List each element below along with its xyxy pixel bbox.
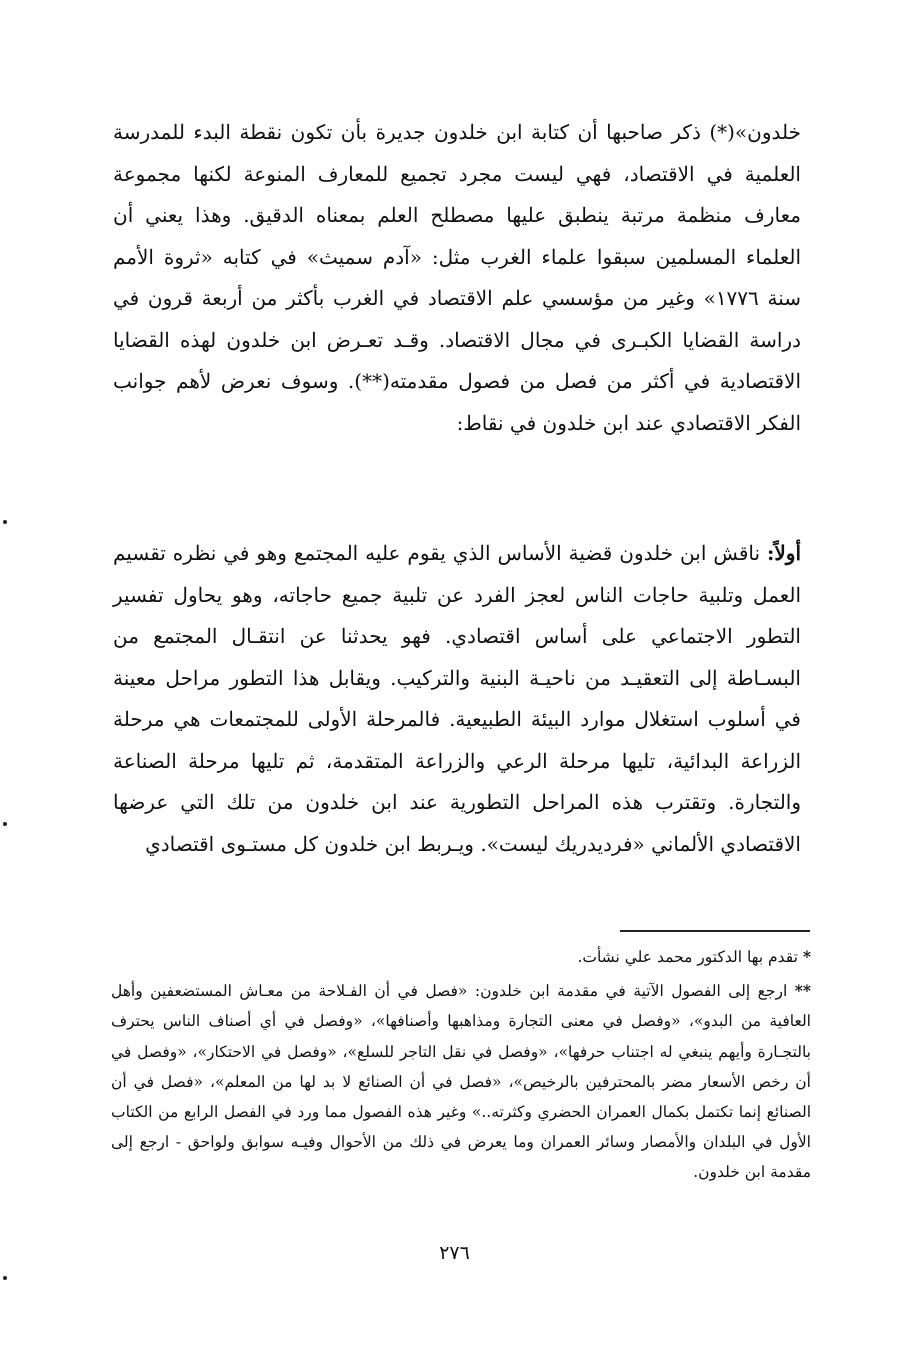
footnote-2-text: ارجع إلى الفصول الآتية في مقدمة ابن خلدون: «فصل في أن الفـلاحة من معـاش المستضعفين وأهل العافية من البدو»، «وفصل في معنى التجارة ومذاهبها وأصنافها»، «وفصل في أي أصناف الناس يحترف بالتجـارة وأيهم ينبغي له اجتناب حرفها»، «وفصل في نقل التاجر للسلع»، «وفصل في الاحتكار»، «وفصل في أن رخص الأسعار مضر بالمحترفين بالرخيص»، «فصل في أن الصنائع لا بد لها من المعلم»، «فصل في أن الصنائع إنما تكتمل بكمال العمران الحضري وكثرته..» وغير هذه الفصول مما ورد في الفصل الرابع من الكتاب الأول في البلدان والأمصار وسائر العمران وما يعرض في ذلك من الأحوال وفيـه سوابق ولواحق - ارجع إلى مقدمة ابن خلدون.: [111, 982, 811, 1182]
paragraph-1-text: خلدون»(*) ذكر صاحبها أن كتابة ابن خلدون جديرة بأن تكون نقطة البدء للمدرسة العلمية في الاقتصاد، فهي ليست مجرد تجميع للمعارف المنوعة لكنها مجموعة معارف منظمة مرتبة ينطبق عليها مصطلح العلم بمعناه الدقيق. وهذا يعني أن العلماء المسلمين سبقوا علماء الغرب مثل: «آدم سميث» في كتابه «ثروة الأمم سنة ١٧٧٦» وغير من مؤسسي علم الاقتصاد في الغرب بأكثر من أربعة قرون في دراسة القضايا الكبـرى في مجال الاقتصاد. وقـد تعـرض ابن خلدون لهذه القضايا الاقتصادية في أكثر من فصل من فصول مقدمته(**). وسوف نعرض لأهم جوانب الفكر الاقتصادي عند ابن خلدون في نقاط:: [113, 120, 802, 435]
footnote-divider: [620, 930, 810, 932]
page-number: ٢٧٦: [439, 1242, 470, 1264]
footnote-2-marker: **: [794, 981, 811, 1001]
scan-edge-mark: [3, 822, 7, 826]
scan-edge-mark: [3, 520, 7, 524]
footnotes-section: [111, 942, 811, 1192]
footnote-1: [111, 942, 811, 972]
scan-edge-mark: [3, 1276, 7, 1280]
footnote-2: [111, 976, 811, 1187]
paragraph-2-text: ناقش ابن خلدون قضية الأساس الذي يقوم عليه المجتمع وهو في نظره تقسيم العمل وتلبية حاجات الناس لعجز الفرد عن تلبية جميع حاجاته، وهو يحاول تفسير التطور الاجتماعي على أساس اقتصادي. فهو يحدثنا عن انتقـال المجتمع من البسـاطة إلى التعقيـد من ناحيـة البنية والتركيب. ويقابل هذا التطور مراحل معينة في أسلوب استغلال موارد البيئة الطبيعية. فالمرحلة الأولى للمجتمعات هي مرحلة الزراعة البدائية، تليها مرحلة الرعي والزراعة المتقدمة، ثم تليها مرحلة الصناعة والتجارة. وتقترب هذه المراحل التطورية عند ابن خلدون من تلك التي عرضها الاقتصادي الألماني «فردیدریك ليست». ويـربط ابن خلدون كل مستـوى اقتصادي: [113, 541, 801, 856]
paragraph-2-opening: أولاً:: [767, 541, 802, 565]
body-paragraph-1: [113, 112, 801, 444]
body-paragraph-2: [113, 533, 801, 865]
footnote-1-text: تقدم بها الدكتور محمد علي نشأت.: [577, 948, 798, 966]
footnote-1-marker: *: [802, 947, 811, 966]
